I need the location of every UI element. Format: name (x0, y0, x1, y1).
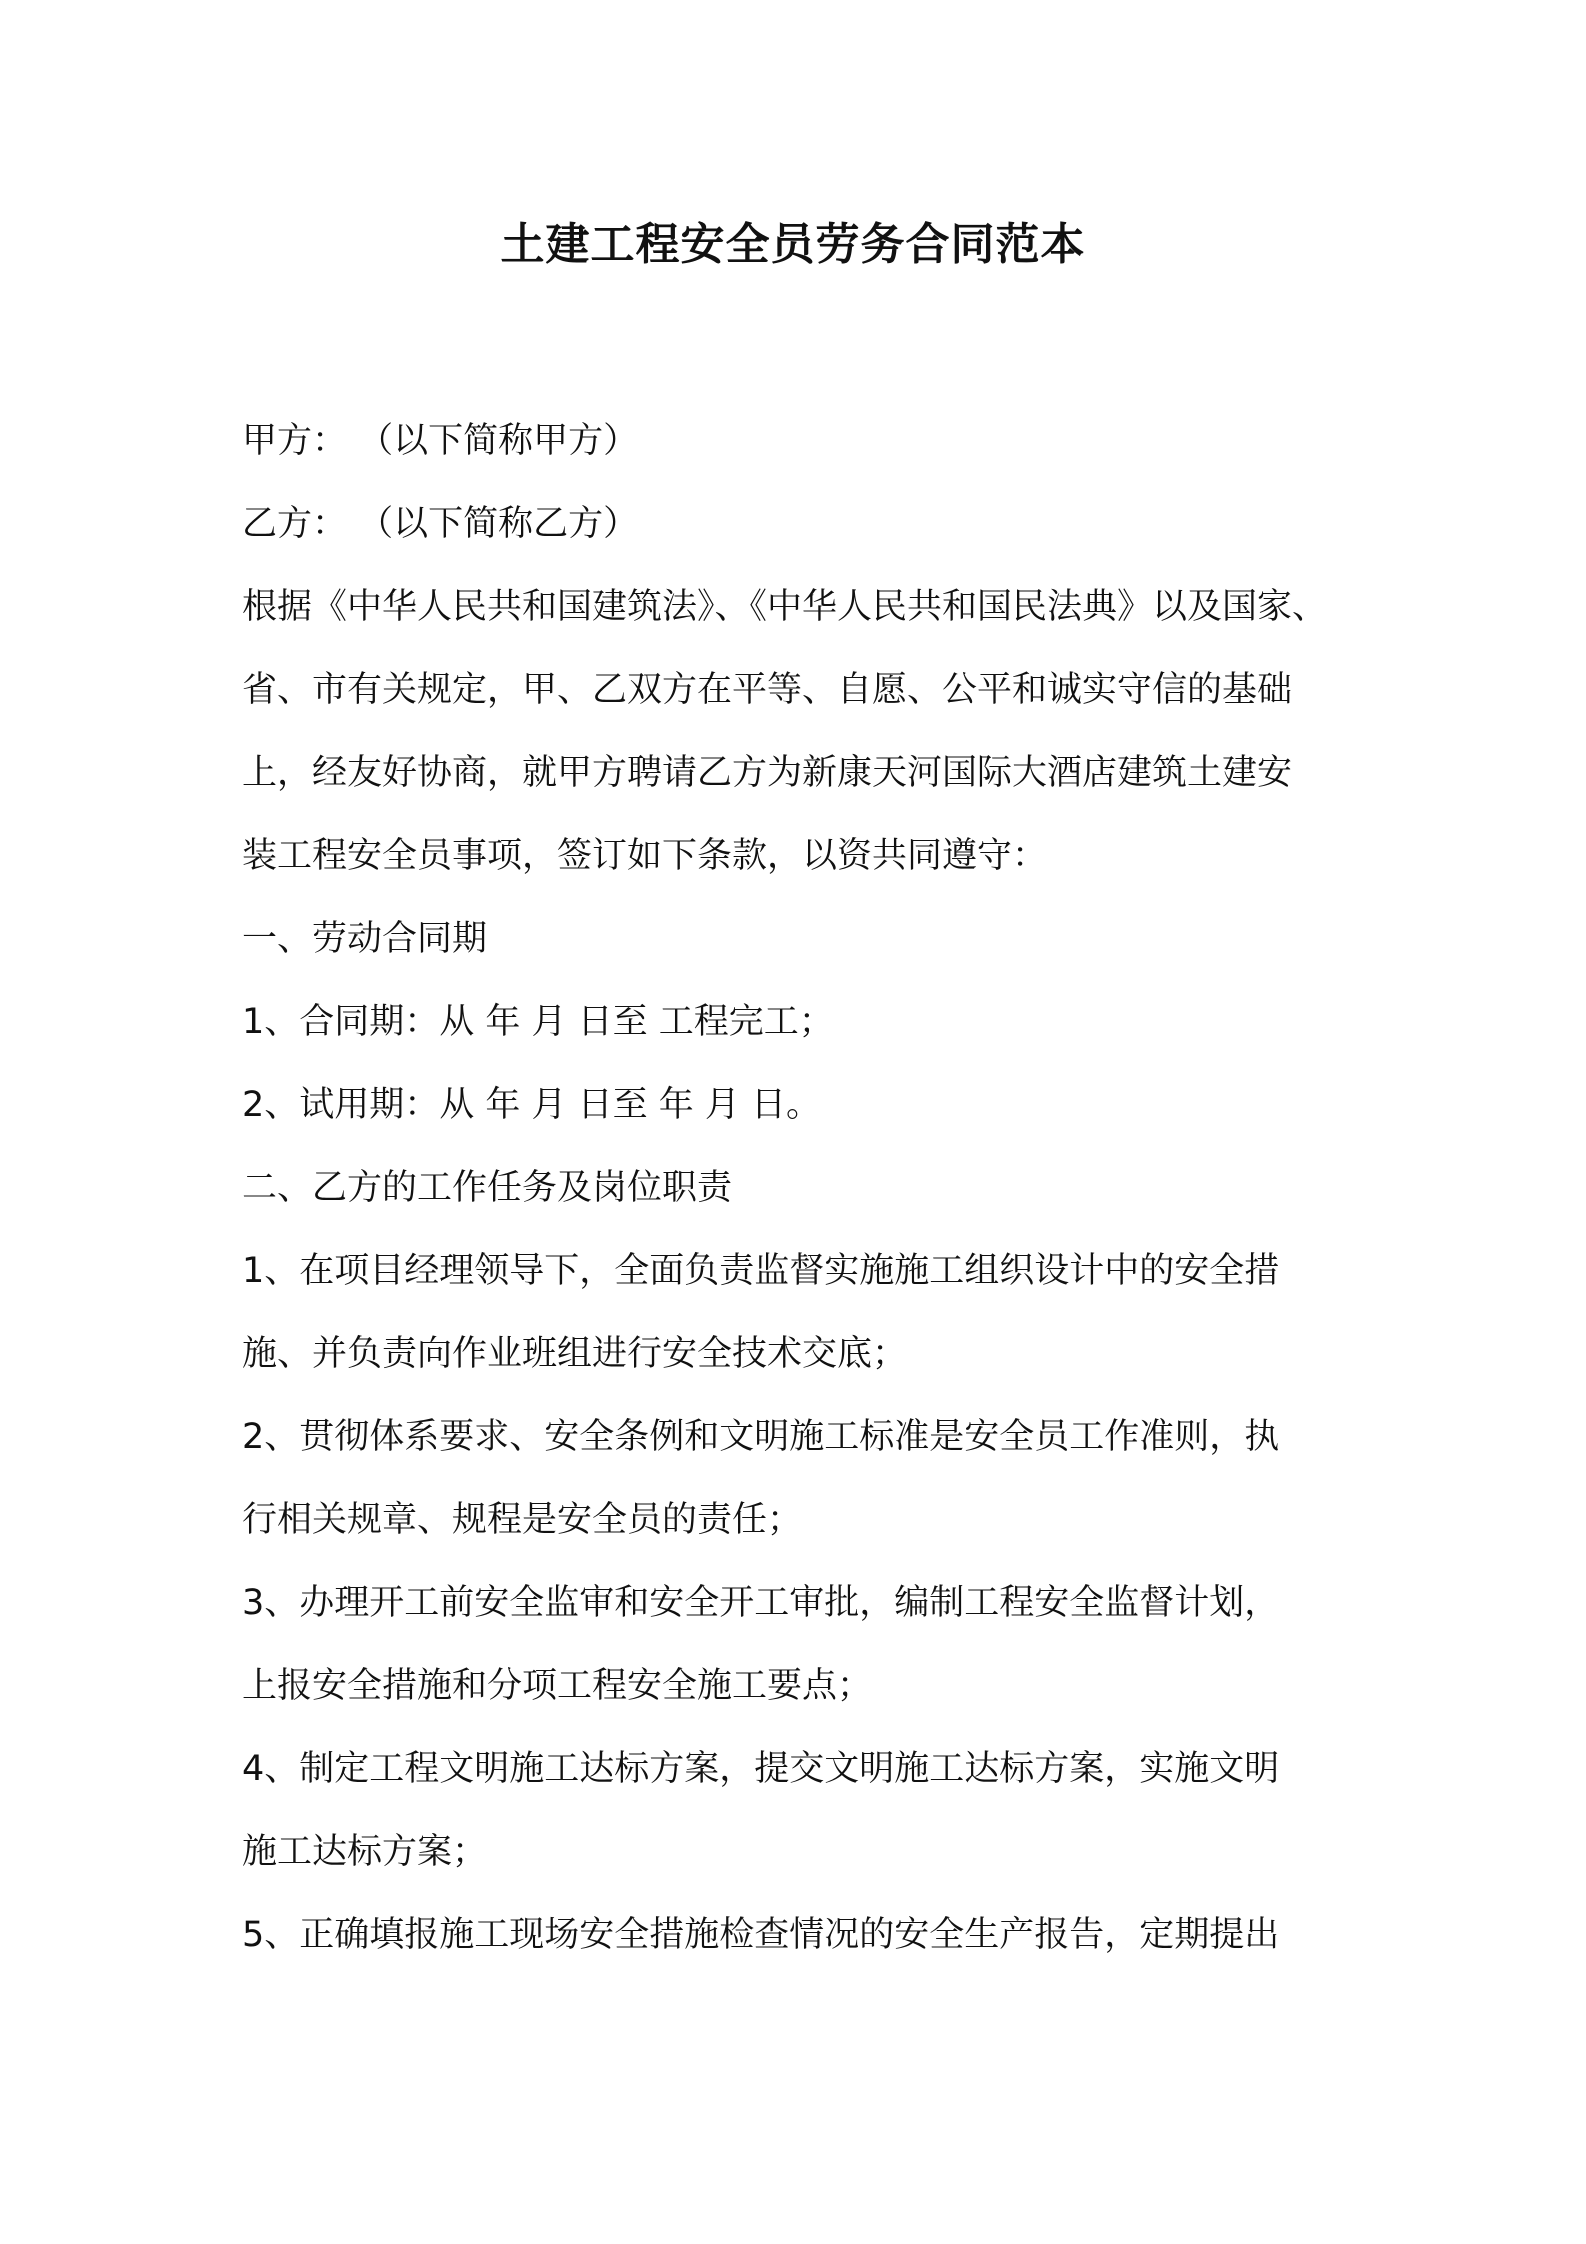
section-heading: 二、乙方的工作任务及岗位职责 (242, 1168, 733, 1208)
clause-line: 3、办理开工前安全监审和安全开工审批，编制工程安全监督计划， (242, 1583, 1280, 1623)
clause-line: 5、正确填报施工现场安全措施检查情况的安全生产报告，定期提出 (242, 1915, 1280, 1955)
preamble-line: 装工程安全员事项，签订如下条款，以资共同遵守： (242, 836, 1048, 876)
preamble-line: 上，经友好协商，就甲方聘请乙方为新康天河国际大酒店建筑土建安 (242, 753, 1293, 793)
clause-line: 行相关规章、规程是安全员的责任； (242, 1500, 803, 1540)
clause-line: 2、贯彻体系要求、安全条例和文明施工标准是安全员工作准则，执 (242, 1417, 1280, 1457)
preamble-line: 根据《中华人民共和国建筑法》、《中华人民共和国民法典》以及国家、 (242, 587, 1328, 627)
clause-line: 施工达标方案； (242, 1832, 488, 1872)
clause-line: 1、在项目经理领导下，全面负责监督实施施工组织设计中的安全措 (242, 1251, 1280, 1291)
party-b-line: 乙方： （以下简称乙方） (242, 504, 639, 544)
clause-line: 上报安全措施和分项工程安全施工要点； (242, 1666, 873, 1706)
preamble-line: 省、市有关规定，甲、乙双方在平等、自愿、公平和诚实守信的基础 (242, 670, 1293, 710)
clause-line: 4、制定工程文明施工达标方案，提交文明施工达标方案，实施文明 (242, 1749, 1280, 1789)
document-body (242, 400, 1352, 1977)
party-a-line: 甲方： （以下简称甲方） (242, 421, 639, 461)
document-title: 土建工程安全员劳务合同范本 (500, 219, 1086, 270)
clause-line: 施、并负责向作业班组进行安全技术交底； (242, 1334, 908, 1374)
clause-line: 2、试用期：从 年 月 日至 年 月 日。 (242, 1085, 822, 1125)
clause-line: 1、合同期：从 年 月 日至 工程完工； (242, 1002, 834, 1042)
section-heading: 一、劳动合同期 (242, 919, 488, 959)
